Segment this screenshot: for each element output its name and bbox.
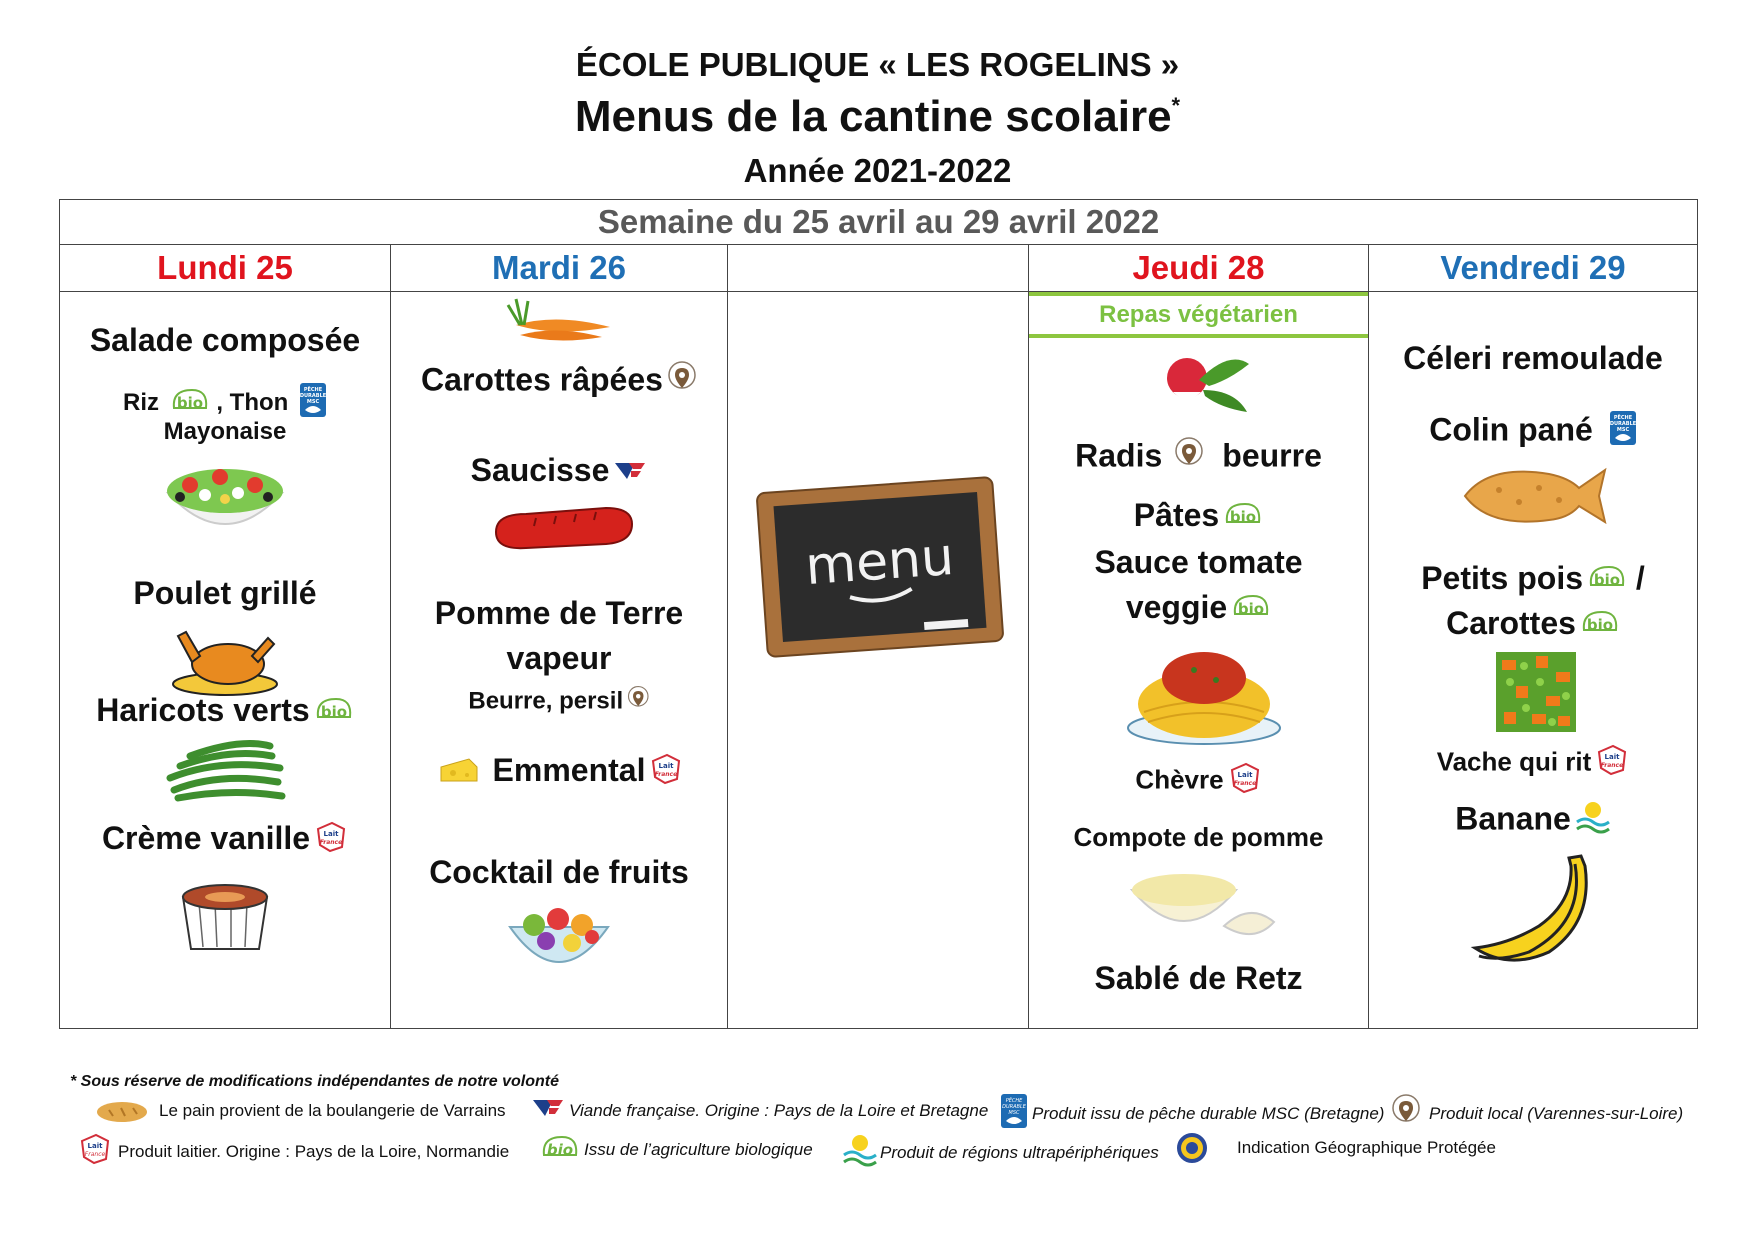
thursday-starter <box>1029 436 1368 480</box>
tuesday-cheese <box>391 752 727 793</box>
day-tuesday: Mardi 26 <box>391 245 728 292</box>
svg-text:DURABLE: DURABLE <box>1609 421 1636 427</box>
lait-france-icon <box>649 753 683 793</box>
breaded-fish-label: Colin pané <box>1429 411 1593 448</box>
legend-local <box>1387 1093 1683 1134</box>
local-product-icon <box>1174 436 1204 480</box>
title-footnote-mark: * <box>1171 93 1181 118</box>
bio-icon <box>1587 562 1627 599</box>
bio-icon <box>170 386 210 421</box>
bio-icon <box>314 694 354 731</box>
legend-bread <box>95 1098 506 1124</box>
bio-text: bio <box>320 703 347 722</box>
school-year: Année 2021-2022 <box>743 152 1012 189</box>
svg-text:DURABLE: DURABLE <box>299 393 327 399</box>
monday-mayo: Mayonaise <box>163 418 287 445</box>
local-product-icon <box>667 360 697 404</box>
bio-icon <box>540 1133 580 1166</box>
legend-local-text: Produit local (Varennes-sur-Loire) <box>1429 1103 1684 1123</box>
legend-dairy-text: Produit laitier. Origine : Pays de la Loire, Normandie <box>118 1141 510 1161</box>
legend-igp <box>1177 1133 1496 1163</box>
creme-ramekin-icon <box>175 877 275 957</box>
day-thursday: Jeudi 28 <box>1029 245 1369 292</box>
day-wednesday <box>728 245 1029 292</box>
chalkboard-text: menu <box>803 526 956 598</box>
pasta-bolognese-icon <box>1124 632 1284 747</box>
legend-meat <box>527 1096 988 1125</box>
friday-starter: Céleri remoulade <box>1403 340 1663 376</box>
title-text: Menus de la cantine scolaire <box>574 92 1172 141</box>
legend-fish-text: Produit issu de pêche durable MSC (Bretagne) <box>1032 1103 1385 1123</box>
cheese-icon <box>439 754 479 791</box>
tuesday-column <box>391 292 728 1029</box>
svg-text:Lait: Lait <box>1604 753 1620 761</box>
svg-text:Lait: Lait <box>323 829 339 838</box>
thursday-cheese <box>1029 762 1368 801</box>
banana-icon <box>1469 852 1599 972</box>
msc-icon <box>1000 1093 1028 1134</box>
sausage-label: Saucisse <box>470 452 610 488</box>
bio-icon <box>1223 499 1263 536</box>
bio-icon <box>1580 607 1620 644</box>
monday-dessert <box>60 820 390 861</box>
svg-text:MSC: MSC <box>1008 1110 1020 1116</box>
friday-cheese <box>1369 744 1697 783</box>
tuesday-side-1: Pomme de Terre <box>434 595 684 631</box>
vegetarian-meal-tag: Repas végétarien <box>1029 292 1368 338</box>
fruit-salad-bowl-icon <box>504 897 614 982</box>
day-monday: Lundi 25 <box>60 245 391 292</box>
apple-compote-icon <box>1124 862 1279 947</box>
carrots-icon <box>506 295 616 343</box>
bio-text: bio <box>176 394 203 412</box>
salad-bowl-icon <box>160 455 290 540</box>
svg-text:PÊCHE: PÊCHE <box>1005 1098 1023 1104</box>
lait-france-icon <box>78 1133 112 1170</box>
wednesday-column <box>728 292 1029 1029</box>
friday-side-1 <box>1369 560 1697 599</box>
svg-text:France: France <box>319 838 343 846</box>
tuesday-side-2: vapeur <box>506 640 612 676</box>
radish-label: Radis <box>1075 437 1163 474</box>
friday-column <box>1369 292 1698 1029</box>
tuesday-side-detail <box>391 685 727 719</box>
legend-organic-text: Issu de l’agriculture biologique <box>584 1139 813 1159</box>
legend-dairy <box>74 1133 509 1170</box>
peas-carrots-icon <box>1496 652 1576 732</box>
sausage-icon <box>486 502 636 554</box>
butter-label: beurre <box>1222 437 1322 474</box>
svg-text:Lait: Lait <box>87 1142 103 1150</box>
legend-organic <box>536 1133 813 1166</box>
svg-text:Lait: Lait <box>1237 771 1253 779</box>
legend-meat-text: Viande française. Origine : Pays de la Loire et Bretagne <box>569 1100 989 1120</box>
igp-icon <box>1177 1133 1207 1163</box>
emmental-label: Emmental <box>492 752 646 788</box>
local-product-icon <box>627 685 650 719</box>
school-name: ÉCOLE PUBLIQUE « LES ROGELINS » <box>575 46 1180 83</box>
bio-text: bio <box>1586 616 1613 635</box>
carrots-label: Carottes <box>1446 605 1576 641</box>
disclaimer-note: * Sous réserve de modifications indépendantes de notre volonté <box>70 1073 559 1090</box>
banana-label: Banane <box>1455 800 1571 837</box>
monday-side <box>60 692 390 731</box>
lait-france-icon <box>314 821 348 861</box>
legend-fish <box>996 1093 1384 1134</box>
green-beans-icon <box>160 738 290 808</box>
tuna-label: , Thon <box>216 388 289 416</box>
peas-label: Petits pois <box>1421 560 1584 596</box>
vache-qui-rit-label: Vache qui rit <box>1436 746 1592 777</box>
legend-outermost <box>838 1133 1159 1172</box>
viande-francaise-icon <box>531 1096 565 1125</box>
thursday-dessert: Compote de pomme <box>1073 822 1324 852</box>
goat-cheese-label: Chèvre <box>1135 764 1224 795</box>
butter-parsley-label: Beurre, persil <box>468 687 624 715</box>
thursday-main <box>1029 497 1368 536</box>
roast-chicken-icon <box>170 622 280 697</box>
legend-igp-text: Indication Géographique Protégée <box>1237 1138 1496 1157</box>
svg-text:PÊCHE: PÊCHE <box>1613 415 1632 421</box>
monday-main: Poulet grillé <box>133 575 317 611</box>
friday-side-2 <box>1369 605 1697 644</box>
legend-bread-text: Le pain provient de la boulangerie de Varrains <box>159 1101 506 1120</box>
svg-text:Lait: Lait <box>659 761 674 770</box>
bio-icon <box>1231 591 1271 628</box>
local-product-icon <box>1391 1093 1421 1134</box>
tuesday-main <box>391 452 727 491</box>
week-range: Semaine du 25 avril au 29 avril 2022 <box>60 200 1698 245</box>
rice-label: Riz <box>123 388 159 416</box>
bio-text: bio <box>1230 508 1257 527</box>
svg-text:DURABLE: DURABLE <box>1002 1104 1026 1110</box>
msc-icon <box>1609 410 1637 454</box>
svg-text:MSC: MSC <box>306 399 320 405</box>
outermost-region-icon <box>1575 800 1611 842</box>
thursday-extra: Sablé de Retz <box>1094 960 1303 996</box>
lait-france-icon <box>1228 762 1262 801</box>
menu-table <box>59 199 1698 1029</box>
day-friday: Vendredi 29 <box>1369 245 1698 292</box>
tuesday-starter <box>391 360 727 404</box>
svg-text:France: France <box>655 770 678 778</box>
breaded-fish-icon <box>1459 460 1609 530</box>
friday-dessert <box>1369 800 1697 842</box>
pasta-label: Pâtes <box>1133 497 1220 533</box>
bread-icon <box>95 1098 149 1124</box>
svg-text:France: France <box>84 1151 106 1158</box>
side-separator: / <box>1635 560 1645 596</box>
friday-main <box>1369 410 1697 454</box>
lait-france-icon <box>1595 744 1629 783</box>
tuesday-dessert: Cocktail de fruits <box>429 854 689 890</box>
svg-text:PÊCHE: PÊCHE <box>303 387 323 393</box>
bio-text: bio <box>1238 600 1265 619</box>
viande-francaise-icon <box>613 454 647 491</box>
svg-text:France: France <box>1233 780 1256 787</box>
monday-column <box>60 292 391 1029</box>
page-title <box>0 92 1755 142</box>
grated-carrots-label: Carottes râpées <box>421 361 663 398</box>
monday-starter: Salade composée <box>89 322 361 358</box>
bio-text: bio <box>1593 571 1621 590</box>
outermost-region-icon <box>842 1133 878 1172</box>
chalkboard-menu-icon <box>750 467 1010 667</box>
bio-text: bio <box>546 1141 574 1159</box>
radish-icon <box>1159 350 1259 420</box>
legend-outermost-text: Produit de régions ultrapériphériques <box>880 1142 1159 1162</box>
thursday-sauce-2 <box>1029 589 1368 628</box>
veggie-label: veggie <box>1125 589 1228 625</box>
green-beans-label: Haricots verts <box>96 692 310 728</box>
svg-text:France: France <box>1601 762 1624 769</box>
thursday-column <box>1029 292 1369 1029</box>
vanilla-cream-label: Crème vanille <box>101 820 311 856</box>
thursday-sauce-1: Sauce tomate <box>1094 544 1303 580</box>
svg-text:MSC: MSC <box>1616 427 1629 433</box>
